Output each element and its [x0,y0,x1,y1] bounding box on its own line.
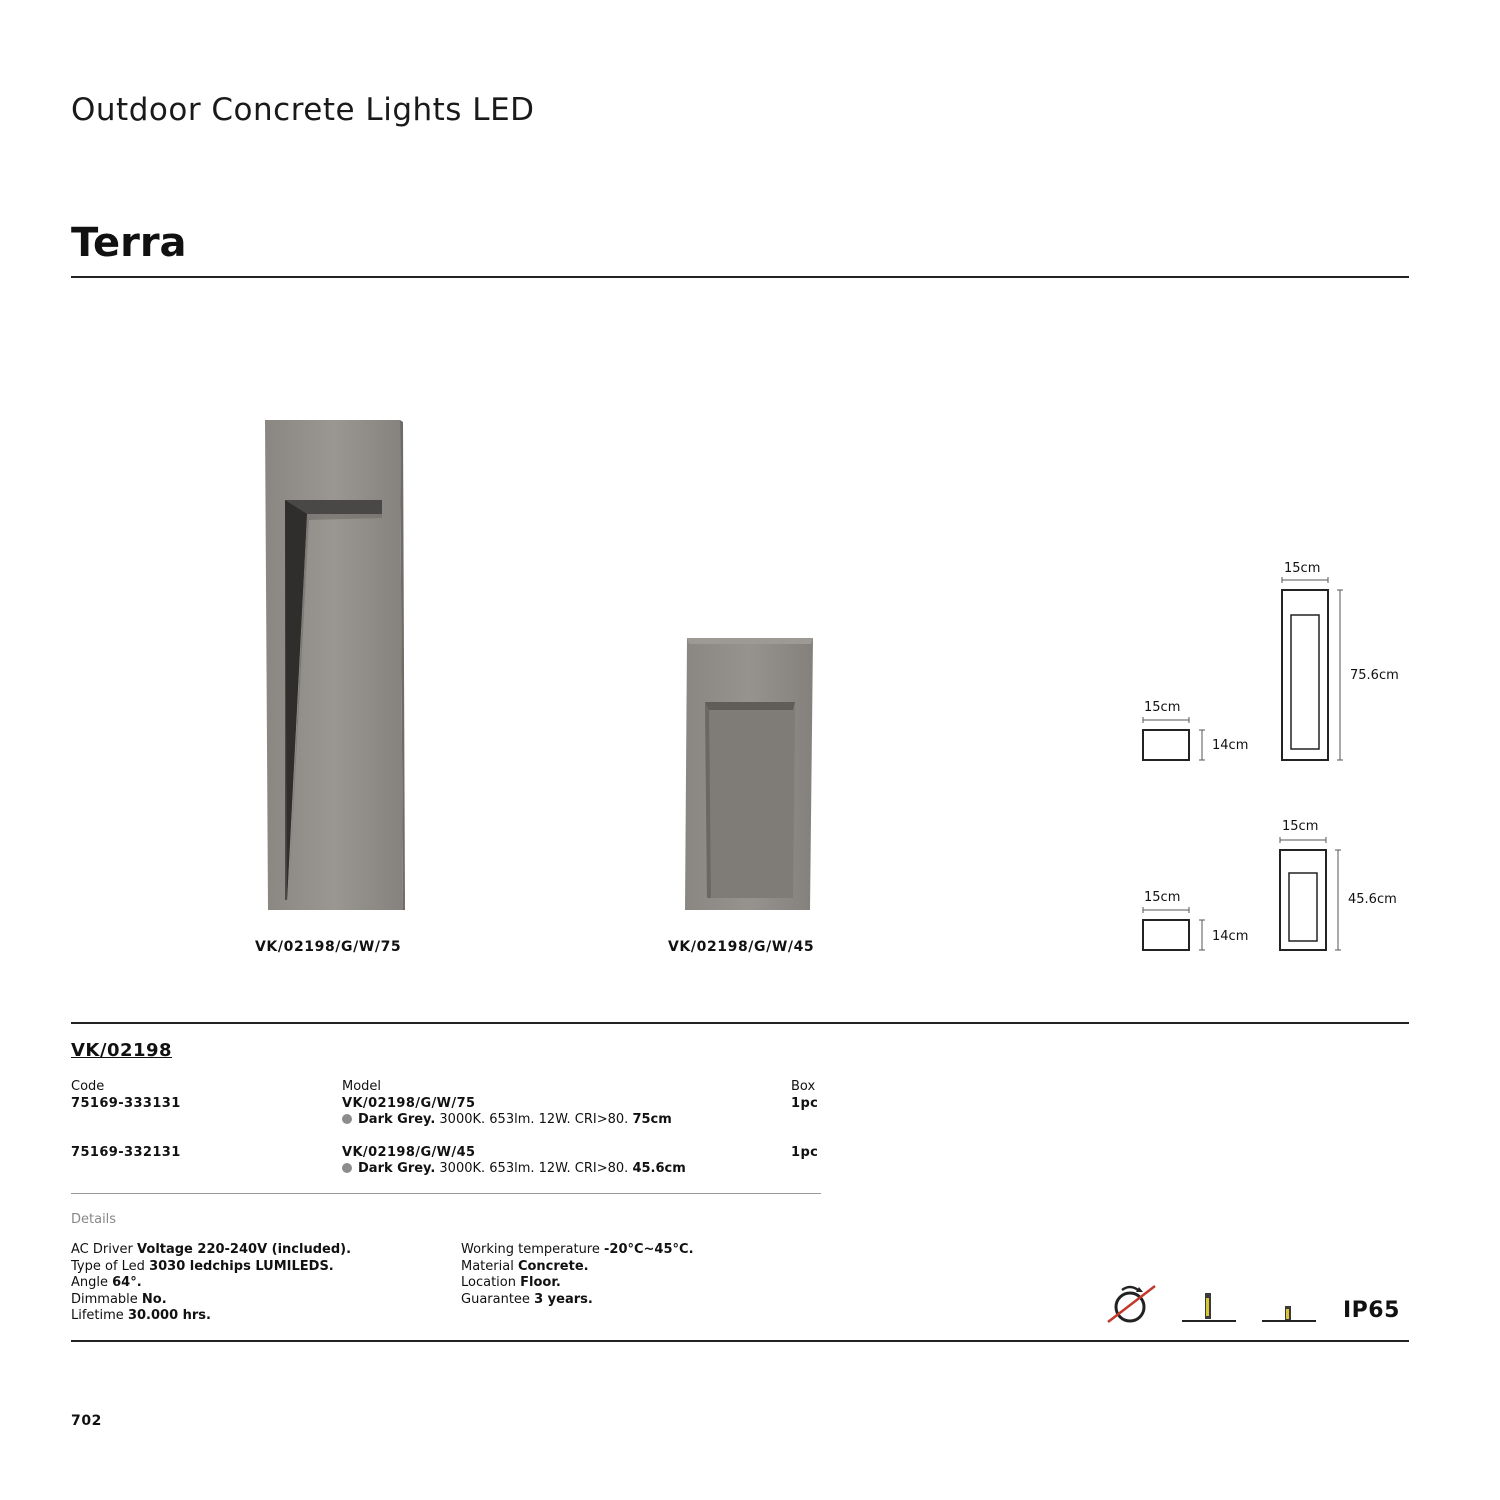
detail-guarantee: Guarantee 3 years. [461,1291,593,1307]
page-number: 702 [71,1413,103,1429]
column-header-code: Code [71,1079,105,1094]
detail-material: Material Concrete. [461,1258,589,1274]
row-finish: Dark Grey. [358,1112,436,1127]
tall-concrete-bollard-image [255,410,415,920]
row-box: 1pc [791,1096,819,1111]
details-label: Details [71,1212,117,1227]
row-size: 75cm [632,1112,672,1127]
not-dimmable-icon [1105,1284,1157,1326]
detail-working-temperature: Working temperature -20°C~45°C. [461,1242,694,1257]
row-code: 75169-333131 [71,1096,181,1111]
header-divider [71,276,1409,278]
details-right-column [461,1242,694,1308]
detail-led-type: Type of Led 3030 ledchips LUMILEDS. [71,1258,334,1274]
table-divider [71,1193,821,1194]
row-specs: 3000K. 653lm. 12W. CRI>80. [439,1112,629,1127]
row-code: 75169-332131 [71,1145,181,1160]
row-specs: 3000K. 653lm. 12W. CRI>80. [439,1161,629,1176]
tall-base-depth-label: 14cm [1212,738,1249,753]
ip-rating-badge: IP65 [1343,1298,1400,1323]
short-base-width-label: 15cm [1144,890,1181,905]
column-header-box: Box [791,1079,816,1094]
short-front-elevation-shape [1280,850,1326,950]
details-left-column [71,1242,351,1325]
row-spec-line [342,1112,672,1127]
detail-angle: Angle 64°. [71,1275,142,1290]
finish-color-swatch [342,1163,352,1173]
footer-divider [71,1340,1409,1342]
short-bollard-light-icon [1260,1298,1318,1326]
finish-color-swatch [342,1114,352,1124]
detail-location: Location Floor. [461,1275,561,1290]
short-base-plan-shape [1143,920,1189,950]
row-size: 45.6cm [632,1161,686,1176]
row-model: VK/02198/G/W/75 [342,1096,476,1111]
product-caption-tall: VK/02198/G/W/75 [255,939,402,955]
row-box: 1pc [791,1145,819,1160]
detail-lifetime: Lifetime 30.000 hrs. [71,1308,211,1323]
short-concrete-bollard-image [675,628,825,918]
series-title: VK/02198 [71,1040,173,1061]
tall-base-plan-shape [1143,730,1189,760]
row-spec-line [342,1161,686,1176]
tall-top-width-label: 15cm [1284,561,1321,576]
detail-ac-driver: AC Driver Voltage 220-240V (included). [71,1242,352,1257]
row-finish: Dark Grey. [358,1161,436,1176]
category-title: Outdoor Concrete Lights LED [71,92,535,128]
tall-bollard-light-icon [1180,1290,1238,1326]
product-caption-short: VK/02198/G/W/45 [668,939,815,955]
short-height-label: 45.6cm [1348,892,1397,907]
column-header-model: Model [342,1079,382,1094]
tall-height-label: 75.6cm [1350,668,1399,683]
spec-divider [71,1022,1409,1024]
row-model: VK/02198/G/W/45 [342,1145,476,1160]
product-family-title: Terra [71,220,187,266]
short-base-depth-label: 14cm [1212,929,1249,944]
short-top-width-label: 15cm [1282,819,1319,834]
tall-base-width-label: 15cm [1144,700,1181,715]
detail-dimmable: Dimmable No. [71,1291,167,1307]
